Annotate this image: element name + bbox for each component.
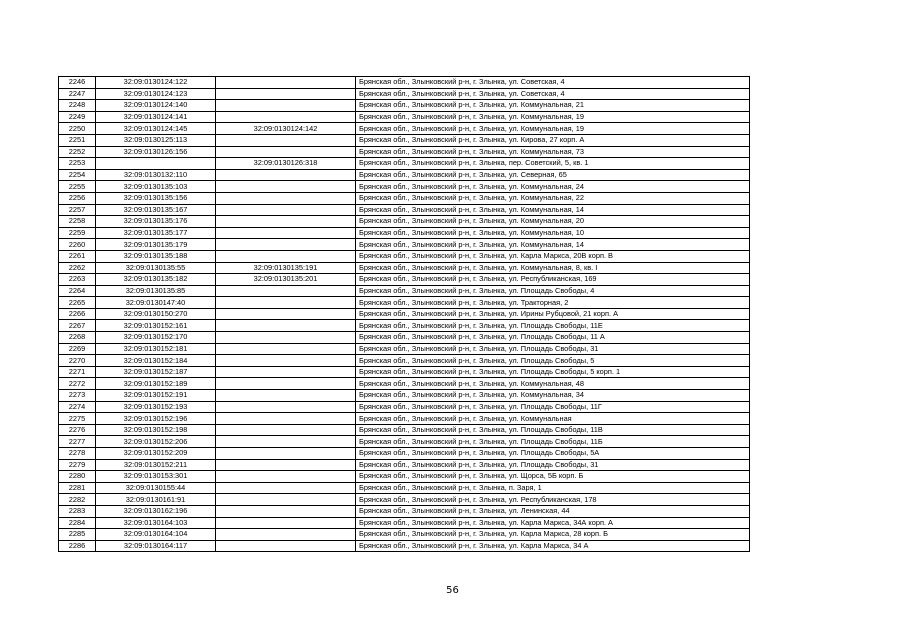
cadastral-number-cell: 32:09:0130124:145 (96, 123, 216, 135)
registry-table (58, 76, 750, 552)
previous-cadastral-number-cell (216, 517, 356, 529)
cadastral-number-cell: 32:09:0130150:270 (96, 308, 216, 320)
previous-cadastral-number-cell (216, 436, 356, 448)
table-row (59, 424, 750, 436)
address-cell: Брянская обл., Злынковский р-н, г. Злынка, ул. Площадь Свободы, 11В (356, 424, 750, 436)
previous-cadastral-number-cell: 32:09:0130124:142 (216, 123, 356, 135)
registry-table-body (59, 77, 750, 552)
address-cell: Брянская обл., Злынковский р-н, г. Злынка, ул. Коммунальная, 14 (356, 239, 750, 251)
row-number-cell: 2285 (59, 529, 96, 541)
table-row (59, 111, 750, 123)
row-number-cell: 2276 (59, 424, 96, 436)
cadastral-number-cell: 32:09:0130135:177 (96, 227, 216, 239)
address-cell: Брянская обл., Злынковский р-н, г. Злынка, ул. Площадь Свободы, 11Б (356, 436, 750, 448)
row-number-cell: 2271 (59, 366, 96, 378)
address-cell: Брянская обл., Злынковский р-н, г. Злынка, ул. Площадь Свободы, 11Г (356, 401, 750, 413)
row-number-cell: 2256 (59, 192, 96, 204)
table-row (59, 366, 750, 378)
row-number-cell: 2262 (59, 262, 96, 274)
cadastral-number-cell: 32:09:0130152:189 (96, 378, 216, 390)
address-cell: Брянская обл., Злынковский р-н, г. Злынка, ул. Коммунальная, 14 (356, 204, 750, 216)
table-row (59, 482, 750, 494)
cadastral-number-cell: 32:09:0130162:196 (96, 505, 216, 517)
row-number-cell: 2247 (59, 88, 96, 100)
row-number-cell: 2275 (59, 413, 96, 425)
table-row (59, 88, 750, 100)
row-number-cell: 2277 (59, 436, 96, 448)
previous-cadastral-number-cell (216, 285, 356, 297)
cadastral-number-cell: 32:09:0130124:141 (96, 111, 216, 123)
row-number-cell: 2270 (59, 355, 96, 367)
address-cell: Брянская обл., Злынковский р-н, г. Злынка, ул. Карла Маркса, 20В корп. В (356, 250, 750, 262)
page-number: 56 (446, 585, 459, 596)
cadastral-number-cell: 32:09:0130124:122 (96, 77, 216, 89)
table-row (59, 77, 750, 89)
row-number-cell: 2249 (59, 111, 96, 123)
row-number-cell: 2248 (59, 100, 96, 112)
table-row (59, 274, 750, 286)
row-number-cell: 2250 (59, 123, 96, 135)
table-row (59, 401, 750, 413)
cadastral-number-cell: 32:09:0130135:188 (96, 250, 216, 262)
row-number-cell: 2273 (59, 390, 96, 402)
previous-cadastral-number-cell (216, 494, 356, 506)
previous-cadastral-number-cell: 32:09:0130135:201 (216, 274, 356, 286)
address-cell: Брянская обл., Злынковский р-н, г. Злынка, ул. Коммунальная, 19 (356, 123, 750, 135)
previous-cadastral-number-cell (216, 366, 356, 378)
table-row (59, 134, 750, 146)
table-row (59, 517, 750, 529)
address-cell: Брянская обл., Злынковский р-н, г. Злынка, ул. Площадь Свободы, 11Е (356, 320, 750, 332)
address-cell: Брянская обл., Злынковский р-н, г. Злынка, ул. Коммунальная, 10 (356, 227, 750, 239)
table-row (59, 285, 750, 297)
table-row (59, 413, 750, 425)
address-cell: Брянская обл., Злынковский р-н, г. Злынка, ул. Площадь Свободы, 31 (356, 343, 750, 355)
address-cell: Брянская обл., Злынковский р-н, г. Злынка, ул. Коммунальная, 21 (356, 100, 750, 112)
row-number-cell: 2281 (59, 482, 96, 494)
table-row (59, 378, 750, 390)
previous-cadastral-number-cell (216, 401, 356, 413)
table-row (59, 540, 750, 552)
cadastral-number-cell: 32:09:0130164:117 (96, 540, 216, 552)
table-row (59, 448, 750, 460)
address-cell: Брянская обл., Злынковский р-н, г. Злынка, ул. Площадь Свободы, 31 (356, 459, 750, 471)
row-number-cell: 2269 (59, 343, 96, 355)
row-number-cell: 2266 (59, 308, 96, 320)
previous-cadastral-number-cell (216, 471, 356, 483)
table-row (59, 308, 750, 320)
cadastral-number-cell: 32:09:0130135:103 (96, 181, 216, 193)
previous-cadastral-number-cell (216, 250, 356, 262)
previous-cadastral-number-cell (216, 169, 356, 181)
row-number-cell: 2274 (59, 401, 96, 413)
table-row (59, 100, 750, 112)
row-number-cell: 2265 (59, 297, 96, 309)
table-row (59, 262, 750, 274)
cadastral-number-cell: 32:09:0130152:193 (96, 401, 216, 413)
table-row (59, 181, 750, 193)
row-number-cell: 2267 (59, 320, 96, 332)
table-row (59, 320, 750, 332)
table-row (59, 505, 750, 517)
previous-cadastral-number-cell (216, 88, 356, 100)
address-cell: Брянская обл., Злынковский р-н, г. Злынка, ул. Коммунальная, 8, кв. I (356, 262, 750, 274)
cadastral-number-cell: 32:09:0130135:55 (96, 262, 216, 274)
address-cell: Брянская обл., Злынковский р-н, г. Злынка, ул. Коммунальная, 24 (356, 181, 750, 193)
cadastral-number-cell: 32:09:0130152:170 (96, 332, 216, 344)
cadastral-number-cell: 32:09:0130126:156 (96, 146, 216, 158)
row-number-cell: 2254 (59, 169, 96, 181)
previous-cadastral-number-cell (216, 100, 356, 112)
cadastral-number-cell: 32:09:0130152:191 (96, 390, 216, 402)
row-number-cell: 2284 (59, 517, 96, 529)
cadastral-number-cell: 32:09:0130124:123 (96, 88, 216, 100)
row-number-cell: 2268 (59, 332, 96, 344)
address-cell: Брянская обл., Злынковский р-н, г. Злынка, ул. Щорса, 5Б корп. Б (356, 471, 750, 483)
table-row (59, 123, 750, 135)
row-number-cell: 2272 (59, 378, 96, 390)
row-number-cell: 2253 (59, 158, 96, 170)
table-row (59, 471, 750, 483)
previous-cadastral-number-cell (216, 448, 356, 460)
table-row (59, 343, 750, 355)
cadastral-number-cell: 32:09:0130152:161 (96, 320, 216, 332)
cadastral-number-cell: 32:09:0130152:196 (96, 413, 216, 425)
cadastral-number-cell: 32:09:0130125:113 (96, 134, 216, 146)
previous-cadastral-number-cell (216, 308, 356, 320)
address-cell: Брянская обл., Злынковский р-н, г. Злынка, ул. Республиканская, 178 (356, 494, 750, 506)
address-cell: Брянская обл., Злынковский р-н, г. Злынка, пер. Советский, 5, кв. 1 (356, 158, 750, 170)
cadastral-number-cell: 32:09:0130152:184 (96, 355, 216, 367)
table-row (59, 529, 750, 541)
previous-cadastral-number-cell (216, 505, 356, 517)
address-cell: Брянская обл., Злынковский р-н, г. Злынка, ул. Коммунальная, 19 (356, 111, 750, 123)
row-number-cell: 2286 (59, 540, 96, 552)
table-row (59, 204, 750, 216)
previous-cadastral-number-cell (216, 320, 356, 332)
cadastral-number-cell: 32:09:0130135:182 (96, 274, 216, 286)
previous-cadastral-number-cell (216, 297, 356, 309)
cadastral-number-cell: 32:09:0130153:301 (96, 471, 216, 483)
address-cell: Брянская обл., Злынковский р-н, г. Злынка, ул. Ирины Рубцовой, 21 корп. А (356, 308, 750, 320)
address-cell: Брянская обл., Злынковский р-н, г. Злынка, ул. Тракторная, 2 (356, 297, 750, 309)
table-row (59, 390, 750, 402)
address-cell: Брянская обл., Злынковский р-н, г. Злынка, ул. Коммунальная, 22 (356, 192, 750, 204)
row-number-cell: 2246 (59, 77, 96, 89)
row-number-cell: 2257 (59, 204, 96, 216)
previous-cadastral-number-cell (216, 332, 356, 344)
cadastral-number-cell: 32:09:0130135:179 (96, 239, 216, 251)
address-cell: Брянская обл., Злынковский р-н, г. Злынка, ул. Советская, 4 (356, 88, 750, 100)
address-cell: Брянская обл., Злынковский р-н, г. Злынка, ул. Коммунальная (356, 413, 750, 425)
table-row (59, 239, 750, 251)
row-number-cell: 2263 (59, 274, 96, 286)
address-cell: Брянская обл., Злынковский р-н, г. Злынка, ул. Кирова, 27 корп. А (356, 134, 750, 146)
address-cell: Брянская обл., Злынковский р-н, г. Злынка, ул. Коммунальная, 20 (356, 216, 750, 228)
table-row (59, 297, 750, 309)
table-row (59, 250, 750, 262)
table-row (59, 459, 750, 471)
cadastral-number-cell: 32:09:0130135:167 (96, 204, 216, 216)
row-number-cell: 2261 (59, 250, 96, 262)
previous-cadastral-number-cell (216, 378, 356, 390)
table-row (59, 355, 750, 367)
address-cell: Брянская обл., Злынковский р-н, г. Злынка, ул. Северная, 65 (356, 169, 750, 181)
previous-cadastral-number-cell (216, 134, 356, 146)
previous-cadastral-number-cell (216, 482, 356, 494)
previous-cadastral-number-cell (216, 181, 356, 193)
address-cell: Брянская обл., Злынковский р-н, г. Злынка, ул. Карла Маркса, 34А корп. А (356, 517, 750, 529)
row-number-cell: 2282 (59, 494, 96, 506)
previous-cadastral-number-cell (216, 192, 356, 204)
row-number-cell: 2252 (59, 146, 96, 158)
cadastral-number-cell: 32:09:0130152:187 (96, 366, 216, 378)
previous-cadastral-number-cell (216, 413, 356, 425)
cadastral-number-cell: 32:09:0130132:110 (96, 169, 216, 181)
row-number-cell: 2259 (59, 227, 96, 239)
row-number-cell: 2283 (59, 505, 96, 517)
table-row (59, 216, 750, 228)
cadastral-number-cell: 32:09:0130152:198 (96, 424, 216, 436)
cadastral-number-cell: 32:09:0130164:103 (96, 517, 216, 529)
cadastral-number-cell: 32:09:0130135:85 (96, 285, 216, 297)
previous-cadastral-number-cell (216, 204, 356, 216)
cadastral-number-cell (96, 158, 216, 170)
cadastral-number-cell: 32:09:0130161:91 (96, 494, 216, 506)
address-cell: Брянская обл., Злынковский р-н, г. Злынка, ул. Коммунальная, 48 (356, 378, 750, 390)
row-number-cell: 2258 (59, 216, 96, 228)
previous-cadastral-number-cell (216, 390, 356, 402)
previous-cadastral-number-cell: 32:09:0130135:191 (216, 262, 356, 274)
previous-cadastral-number-cell (216, 459, 356, 471)
address-cell: Брянская обл., Злынковский р-н, г. Злынка, п. Заря, 1 (356, 482, 750, 494)
address-cell: Брянская обл., Злынковский р-н, г. Злынка, ул. Ленинская, 44 (356, 505, 750, 517)
address-cell: Брянская обл., Злынковский р-н, г. Злынка, ул. Республиканская, 169 (356, 274, 750, 286)
table-row (59, 494, 750, 506)
previous-cadastral-number-cell (216, 227, 356, 239)
cadastral-number-cell: 32:09:0130152:211 (96, 459, 216, 471)
row-number-cell: 2278 (59, 448, 96, 460)
previous-cadastral-number-cell (216, 355, 356, 367)
cadastral-number-cell: 32:09:0130155:44 (96, 482, 216, 494)
previous-cadastral-number-cell (216, 424, 356, 436)
address-cell: Брянская обл., Злынковский р-н, г. Злынка, ул. Площадь Свободы, 4 (356, 285, 750, 297)
cadastral-number-cell: 32:09:0130152:209 (96, 448, 216, 460)
table-row (59, 169, 750, 181)
address-cell: Брянская обл., Злынковский р-н, г. Злынка, ул. Площадь Свободы, 5А (356, 448, 750, 460)
address-cell: Брянская обл., Злынковский р-н, г. Злынка, ул. Советская, 4 (356, 77, 750, 89)
previous-cadastral-number-cell (216, 77, 356, 89)
address-cell: Брянская обл., Злынковский р-н, г. Злынка, ул. Площадь Свободы, 5 корп. 1 (356, 366, 750, 378)
row-number-cell: 2260 (59, 239, 96, 251)
cadastral-number-cell: 32:09:0130135:156 (96, 192, 216, 204)
table-row (59, 192, 750, 204)
address-cell: Брянская обл., Злынковский р-н, г. Злынка, ул. Карла Маркса, 28 корп. Б (356, 529, 750, 541)
cadastral-number-cell: 32:09:0130152:206 (96, 436, 216, 448)
address-cell: Брянская обл., Злынковский р-н, г. Злынка, ул. Карла Маркса, 34 А (356, 540, 750, 552)
table-row (59, 227, 750, 239)
cadastral-number-cell: 32:09:0130135:176 (96, 216, 216, 228)
row-number-cell: 2264 (59, 285, 96, 297)
previous-cadastral-number-cell (216, 216, 356, 228)
address-cell: Брянская обл., Злынковский р-н, г. Злынка, ул. Площадь Свободы, 5 (356, 355, 750, 367)
address-cell: Брянская обл., Злынковский р-н, г. Злынка, ул. Коммунальная, 34 (356, 390, 750, 402)
table-row (59, 436, 750, 448)
previous-cadastral-number-cell (216, 343, 356, 355)
previous-cadastral-number-cell (216, 146, 356, 158)
cadastral-number-cell: 32:09:0130124:140 (96, 100, 216, 112)
row-number-cell: 2251 (59, 134, 96, 146)
table-row (59, 158, 750, 170)
previous-cadastral-number-cell (216, 111, 356, 123)
cadastral-number-cell: 32:09:0130164:104 (96, 529, 216, 541)
address-cell: Брянская обл., Злынковский р-н, г. Злынка, ул. Площадь Свободы, 11 А (356, 332, 750, 344)
table-row (59, 146, 750, 158)
row-number-cell: 2255 (59, 181, 96, 193)
row-number-cell: 2280 (59, 471, 96, 483)
row-number-cell: 2279 (59, 459, 96, 471)
previous-cadastral-number-cell: 32:09:0130126:318 (216, 158, 356, 170)
cadastral-number-cell: 32:09:0130152:181 (96, 343, 216, 355)
table-row (59, 332, 750, 344)
address-cell: Брянская обл., Злынковский р-н, г. Злынка, ул. Коммунальная, 73 (356, 146, 750, 158)
previous-cadastral-number-cell (216, 529, 356, 541)
cadastral-number-cell: 32:09:0130147:40 (96, 297, 216, 309)
previous-cadastral-number-cell (216, 540, 356, 552)
previous-cadastral-number-cell (216, 239, 356, 251)
